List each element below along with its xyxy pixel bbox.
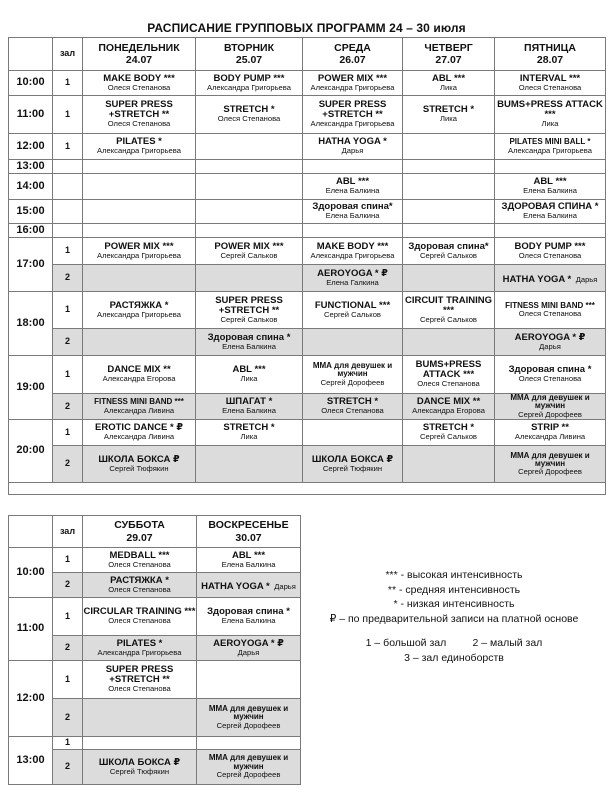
class-cell: HATHA YOGA * Дарья [303, 134, 403, 160]
hall-header: зал [53, 516, 83, 548]
time-header-cell [9, 516, 53, 548]
hall-cell: 1 [53, 238, 83, 265]
empty-cell [83, 699, 197, 737]
time-cell: 10:00 [9, 71, 53, 96]
time-cell: 14:00 [9, 174, 53, 200]
hall-cell: 2 [53, 446, 83, 483]
empty-cell [53, 224, 83, 238]
time-cell: 15:00 [9, 200, 53, 224]
day-header-monday: ПОНЕДЕЛЬНИК 24.07 [83, 38, 196, 71]
legend-low-intensity: * - низкая интенсивность [393, 598, 515, 610]
class-cell: РАСТЯЖКА * Олеся Степанова [83, 573, 197, 598]
legend-halls-row [304, 636, 604, 651]
class-cell: STRETCH * Олеся Степанова [303, 394, 403, 420]
hall-cell: 2 [53, 265, 83, 292]
empty-cell [197, 661, 301, 699]
empty-cell [303, 420, 403, 446]
class-cell: FITNESS MINI BAND *** Олеся Степанова [495, 292, 606, 329]
table-row [9, 200, 606, 224]
class-cell: SUPER PRESS +STRETCH ** Сергей Сальков [196, 292, 303, 329]
class-cell: BUMS+PRESS ATTACK *** Лика [495, 96, 606, 134]
class-cell: ABL *** Лика [196, 356, 303, 394]
empty-cell [83, 174, 196, 200]
table-row [9, 265, 606, 292]
class-cell: STRETCH * Лика [196, 420, 303, 446]
table-row [9, 134, 606, 160]
class-cell: SUPER PRESS +STRETCH ** Олеся Степанова [83, 96, 196, 134]
hall-cell: 2 [53, 699, 83, 737]
hall-cell: 2 [53, 394, 83, 420]
hall-cell: 1 [53, 598, 83, 636]
empty-cell [303, 160, 403, 174]
spacer-row [9, 483, 606, 495]
class-cell: PILATES MINI BALL * Александра Григорьева [495, 134, 606, 160]
time-cell: 12:00 [9, 661, 53, 737]
class-cell: MAKE BODY *** Александра Григорьева [303, 238, 403, 265]
empty-cell [495, 160, 606, 174]
page-title: РАСПИСАНИЕ ГРУППОВЫХ ПРОГРАММ 24 – 30 июля [147, 21, 466, 35]
hall-cell: 2 [53, 573, 83, 598]
class-cell: HATHA YOGA * Дарья [495, 265, 606, 292]
hall-cell: 1 [53, 96, 83, 134]
day-header-wednesday: СРЕДА 26.07 [303, 38, 403, 71]
class-cell: AEROYOGA * ₽ Елена Галкина [303, 265, 403, 292]
class-cell: FITNESS MINI BAND *** Александра Ливина [83, 394, 196, 420]
class-cell: MAKE BODY *** Олеся Степанова [83, 71, 196, 96]
hall-cell: 2 [53, 636, 83, 661]
class-cell: HATHA YOGA * Дарья [197, 573, 301, 598]
empty-cell [303, 224, 403, 238]
table-row [9, 598, 301, 636]
table-row [9, 420, 606, 446]
table-row [9, 750, 301, 785]
time-cell: 11:00 [9, 598, 53, 661]
empty-cell [403, 224, 495, 238]
table-row [9, 96, 606, 134]
hall-cell: 1 [53, 548, 83, 573]
class-cell: ММА для девушек и мужчин Сергей Дорофеев [197, 750, 301, 785]
class-cell: STRETCH * Сергей Сальков [403, 420, 495, 446]
table-row [9, 573, 301, 598]
hall-cell: 1 [53, 737, 83, 750]
legend-big-hall: 1 – большой зал [365, 637, 447, 649]
class-cell: ШКОЛА БОКСА ₽ Сергей Тюфякин [303, 446, 403, 483]
class-cell: DANCE MIX ** Александра Егорова [83, 356, 196, 394]
empty-cell [196, 160, 303, 174]
legend-small-hall: 2 – малый зал [472, 637, 543, 649]
hall-cell: 1 [53, 661, 83, 699]
time-cell: 17:00 [9, 238, 53, 292]
time-cell: 11:00 [9, 96, 53, 134]
class-cell: ШКОЛА БОКСА ₽ Сергей Тюфякин [83, 750, 197, 785]
day-header-friday: ПЯТНИЦА 28.07 [495, 38, 606, 71]
time-cell: 12:00 [9, 134, 53, 160]
legend-high-intensity: *** - высокая интенсивность [385, 569, 523, 581]
empty-cell [83, 160, 196, 174]
class-cell: ABL *** Лика [403, 71, 495, 96]
empty-cell [196, 174, 303, 200]
class-cell: PILATES * Александра Григорьева [83, 134, 196, 160]
class-cell: POWER MIX *** Сергей Сальков [196, 238, 303, 265]
time-cell: 20:00 [9, 420, 53, 483]
class-cell: ЗДОРОВАЯ СПИНА * Елена Балкина [495, 200, 606, 224]
time-cell: 10:00 [9, 548, 53, 598]
hall-cell: 1 [53, 420, 83, 446]
class-cell: BODY PUMP *** Олеся Степанова [495, 238, 606, 265]
time-cell: 18:00 [9, 292, 53, 356]
class-cell: ММА для девушек и мужчин Сергей Дорофеев [495, 394, 606, 420]
class-cell: ABL *** Елена Балкина [303, 174, 403, 200]
empty-cell [403, 160, 495, 174]
time-cell: 16:00 [9, 224, 53, 238]
class-cell: BUMS+PRESS ATTACK *** Олеся Степанова [403, 356, 495, 394]
class-cell: FUNCTIONAL *** Сергей Сальков [303, 292, 403, 329]
hall-cell: 1 [53, 292, 83, 329]
table-row [9, 446, 606, 483]
table-row [9, 737, 301, 750]
class-cell: ММА для девушек и мужчин Сергей Дорофеев [197, 699, 301, 737]
class-cell: Здоровая спина* Сергей Сальков [403, 238, 495, 265]
legend-combat-hall: 3 – зал единоборств [404, 651, 504, 664]
empty-cell [197, 737, 301, 750]
table-row [9, 329, 606, 356]
empty-cell [53, 200, 83, 224]
legend [304, 568, 604, 665]
empty-cell [403, 200, 495, 224]
class-cell: Здоровая спина * Елена Балкина [196, 329, 303, 356]
empty-cell [9, 483, 606, 495]
class-cell: STRETCH * Олеся Степанова [196, 96, 303, 134]
weekday-schedule-table [8, 37, 606, 495]
hall-cell: 2 [53, 750, 83, 785]
class-cell: РАСТЯЖКА * Александра Григорьева [83, 292, 196, 329]
table-row [9, 174, 606, 200]
empty-cell [403, 174, 495, 200]
class-cell: ШПАГАТ * Елена Балкина [196, 394, 303, 420]
class-cell: STRIP ** Александра Ливина [495, 420, 606, 446]
day-header-saturday: СУББОТА 29.07 [83, 516, 197, 548]
table-row [9, 356, 606, 394]
empty-cell [196, 224, 303, 238]
weekend-schedule-table [8, 515, 301, 785]
table-row [9, 636, 301, 661]
empty-cell [83, 329, 196, 356]
empty-cell [303, 329, 403, 356]
class-cell: STRETCH * Лика [403, 96, 495, 134]
class-cell: Здоровая спина* Елена Балкина [303, 200, 403, 224]
empty-cell [53, 174, 83, 200]
class-cell: BODY PUMP *** Александра Григорьева [196, 71, 303, 96]
class-cell: EROTIC DANCE * ₽ Александра Ливина [83, 420, 196, 446]
empty-cell [196, 265, 303, 292]
time-cell: 19:00 [9, 356, 53, 420]
table-row [9, 160, 606, 174]
empty-cell [83, 265, 196, 292]
day-header-tuesday: ВТОРНИК 25.07 [196, 38, 303, 71]
class-cell: POWER MIX *** Александра Григорьева [83, 238, 196, 265]
hall-cell: 1 [53, 134, 83, 160]
table-row [9, 224, 606, 238]
class-cell: SUPER PRESS +STRETCH ** Олеся Степанова [83, 661, 197, 699]
empty-cell [495, 224, 606, 238]
class-cell: POWER MIX *** Александра Григорьева [303, 71, 403, 96]
legend-paid: ₽ – по предварительной записи на платной основе [329, 612, 579, 625]
table-row [9, 548, 301, 573]
class-cell: MEDBALL *** Олеся Степанова [83, 548, 197, 573]
table-row [9, 292, 606, 329]
class-cell: AEROYOGA * ₽ Дарья [197, 636, 301, 661]
empty-cell [196, 134, 303, 160]
time-cell: 13:00 [9, 737, 53, 785]
class-cell: INTERVAL *** Олеся Степанова [495, 71, 606, 96]
empty-cell [83, 224, 196, 238]
empty-cell [403, 134, 495, 160]
hall-header: зал [53, 38, 83, 71]
class-cell: PILATES * Александра Григорьева [83, 636, 197, 661]
table-row [9, 394, 606, 420]
class-cell: AEROYOGA * ₽ Дарья [495, 329, 606, 356]
time-cell: 13:00 [9, 160, 53, 174]
class-cell: ABL *** Елена Балкина [495, 174, 606, 200]
time-header-cell [9, 38, 53, 71]
empty-cell [53, 160, 83, 174]
empty-cell [403, 329, 495, 356]
empty-cell [196, 446, 303, 483]
day-header-thursday: ЧЕТВЕРГ 27.07 [403, 38, 495, 71]
hall-cell: 1 [53, 71, 83, 96]
empty-cell [83, 737, 197, 750]
class-cell: Здоровая спина * Елена Балкина [197, 598, 301, 636]
class-cell: ММА для девушек и мужчин Сергей Дорофеев [303, 356, 403, 394]
legend-medium-intensity: ** - средняя интенсивность [387, 583, 521, 596]
class-cell: Здоровая спина * Олеся Степанова [495, 356, 606, 394]
table-row [9, 238, 606, 265]
empty-cell [196, 200, 303, 224]
hall-cell: 2 [53, 329, 83, 356]
class-cell: ABL *** Елена Балкина [197, 548, 301, 573]
class-cell: ШКОЛА БОКСА ₽ Сергей Тюфякин [83, 446, 196, 483]
day-header-sunday: ВОСКРЕСЕНЬЕ 30.07 [197, 516, 301, 548]
hall-cell: 1 [53, 356, 83, 394]
empty-cell [403, 265, 495, 292]
class-cell: CIRCUIT TRAINING *** Сергей Сальков [403, 292, 495, 329]
table-row [9, 699, 301, 737]
table-row [9, 71, 606, 96]
class-cell: SUPER PRESS +STRETCH ** Александра Григорьева [303, 96, 403, 134]
class-cell: DANCE MIX ** Александра Егорова [403, 394, 495, 420]
empty-cell [403, 446, 495, 483]
table-row [9, 661, 301, 699]
empty-cell [83, 200, 196, 224]
class-cell: CIRCULAR TRAINING *** Олеся Степанова [83, 598, 197, 636]
class-cell: ММА для девушек и мужчин Сергей Дорофеев [495, 446, 606, 483]
